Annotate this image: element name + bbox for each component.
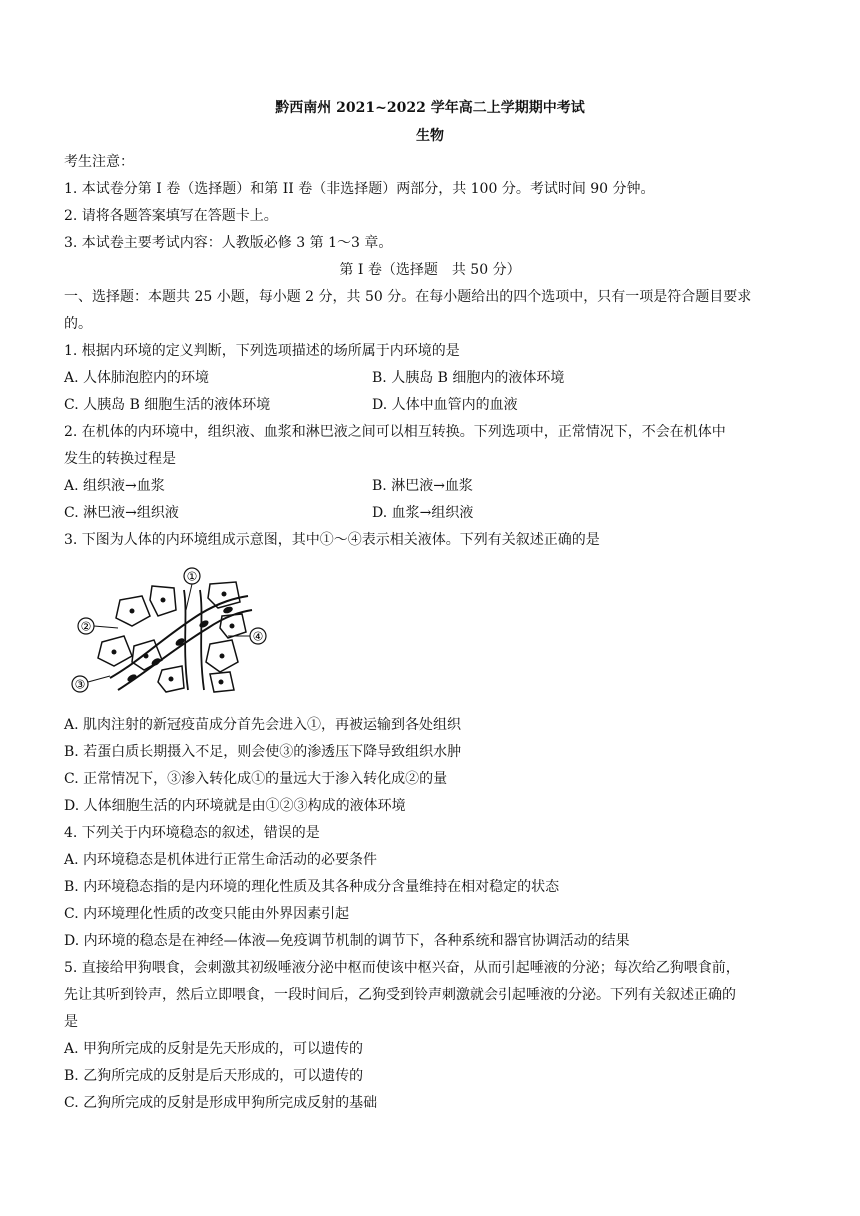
subject-title: 生物 (416, 128, 444, 144)
q2-option-d: D. 血浆→组织液 (372, 505, 474, 521)
question-2-stem-line2: 发生的转换过程是 (64, 451, 176, 467)
tissue-cells (98, 582, 246, 692)
q1-option-c: C. 人胰岛 B 细胞生活的液体环境 (64, 397, 271, 413)
label-2 (78, 618, 118, 634)
label-1 (184, 568, 200, 610)
q3-option-a: A. 肌肉注射的新冠疫苗成分首先会进入①，再被运输到各处组织 (64, 717, 462, 733)
notice-item-1: 1. 本试卷分第 I 卷（选择题）和第 II 卷（非选择题）两部分，共 100 分。考试时间 90 分钟。 (64, 181, 655, 197)
notice-heading: 考生注意： (64, 154, 134, 170)
question-1-stem: 1. 根据内环境的定义判断，下列选项描述的场所属于内环境的是 (64, 343, 460, 359)
question-5-stem-line2: 先让其听到铃声，然后立即喂食，一段时间后，乙狗受到铃声刺激就会引起唾液的分泌。下列有关叙述正确的 (64, 987, 736, 1003)
label-3 (72, 676, 110, 692)
q3-option-b: B. 若蛋白质长期摄入不足，则会使③的渗透压下降导致组织水肿 (64, 744, 462, 760)
q4-option-d: D. 内环境的稳态是在神经—体液—免疫调节机制的调节下，各种系统和器官协调活动的结果 (64, 933, 630, 949)
exam-title: 黔西南州 2021~2022 学年高二上学期期中考试 (275, 100, 585, 116)
question-2-stem-line1: 2. 在机体的内环境中，组织液、血浆和淋巴液之间可以相互转换。下列选项中，正常情况下，不会在机体中 (64, 424, 726, 440)
svg-text:③: ③ (74, 677, 86, 692)
question-4-stem: 4. 下列关于内环境稳态的叙述，错误的是 (64, 825, 320, 841)
section-intro-line2: 的。 (64, 316, 92, 332)
notice-item-2: 2. 请将各题答案填写在答题卡上。 (64, 208, 278, 224)
question-5-stem-line3: 是 (64, 1014, 78, 1030)
internal-environment-diagram (70, 566, 270, 694)
q5-option-b: B. 乙狗所完成的反射是后天形成的，可以遗传的 (64, 1068, 364, 1084)
q4-option-a: A. 内环境稳态是机体进行正常生命活动的必要条件 (64, 852, 378, 868)
q2-option-a: A. 组织液→血浆 (64, 478, 165, 494)
q5-option-c: C. 乙狗所完成的反射是形成甲狗所完成反射的基础 (64, 1095, 378, 1111)
q1-option-d: D. 人体中血管内的血液 (372, 397, 518, 413)
notice-item-3: 3. 本试卷主要考试内容：人教版必修 3 第 1～3 章。 (64, 235, 393, 251)
q5-option-a: A. 甲狗所完成的反射是先天形成的，可以遗传的 (64, 1041, 364, 1057)
q1-option-a: A. 人体肺泡腔内的环境 (64, 370, 210, 386)
q4-option-c: C. 内环境理化性质的改变只能由外界因素引起 (64, 906, 350, 922)
q3-option-d: D. 人体细胞生活的内环境就是由①②③构成的液体环境 (64, 798, 406, 814)
q2-option-b: B. 淋巴液→血浆 (372, 478, 473, 494)
section-intro-line1: 一、选择题：本题共 25 小题，每小题 2 分，共 50 分。在每小题给出的四个选项中，只有一项是符合题目要求 (64, 289, 752, 305)
svg-text:①: ① (186, 569, 198, 584)
svg-text:④: ④ (252, 629, 264, 644)
q2-option-c: C. 淋巴液→组织液 (64, 505, 179, 521)
q4-option-b: B. 内环境稳态指的是内环境的理化性质及其各种成分含量维持在相对稳定的状态 (64, 879, 560, 895)
q1-option-b: B. 人胰岛 B 细胞内的液体环境 (372, 370, 565, 386)
question-3-stem: 3. 下图为人体的内环境组成示意图，其中①～④表示相关液体。下列有关叙述正确的是 (64, 532, 600, 548)
svg-text:②: ② (80, 619, 92, 634)
question-5-stem-line1: 5. 直接给甲狗喂食，会刺激其初级唾液分泌中枢而使该中枢兴奋，从而引起唾液的分泌；每次给乙狗喂食前， (64, 960, 740, 976)
section-title: 第 I 卷（选择题 共 50 分） (339, 262, 521, 278)
q3-option-c: C. 正常情况下，③渗入转化成①的量远大于渗入转化成②的量 (64, 771, 448, 787)
